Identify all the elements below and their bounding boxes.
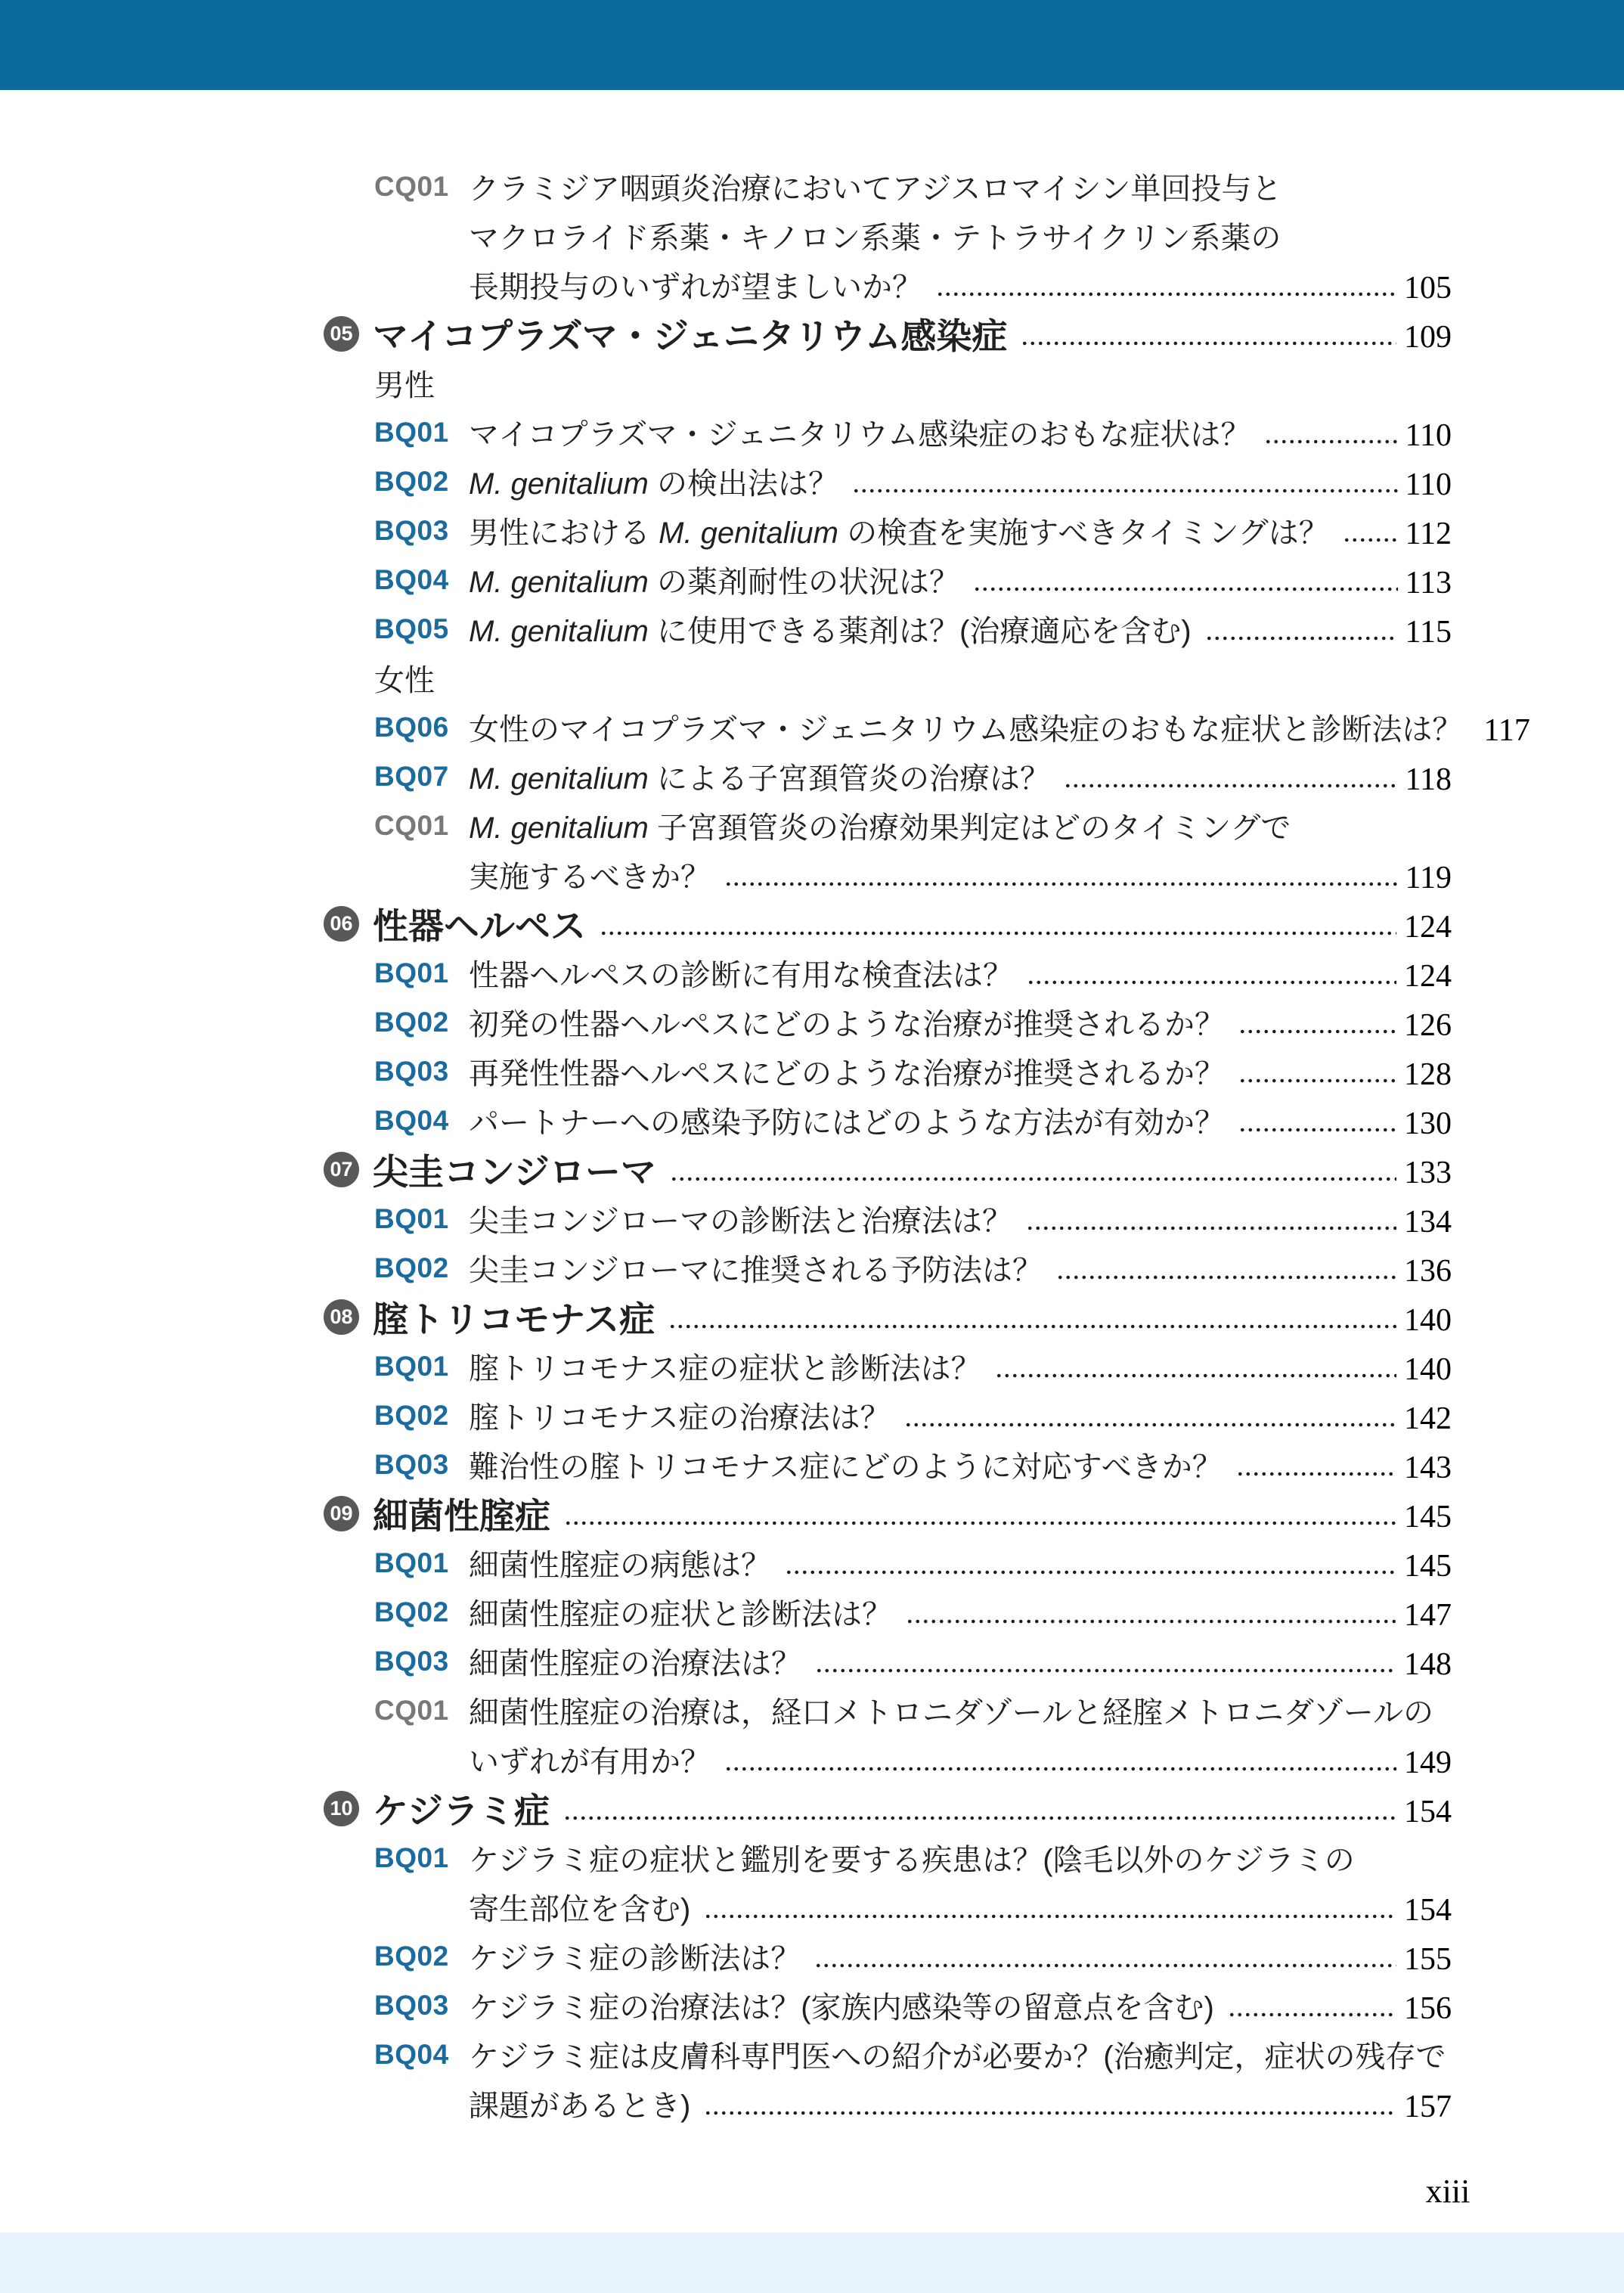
dotted-leader [724, 1764, 1396, 1773]
toc-page-number: 109 [1404, 319, 1452, 355]
dotted-leader [724, 880, 1398, 889]
question-label: BQ04 [374, 1104, 449, 1136]
question-label: BQ01 [374, 1842, 449, 1873]
dotted-leader [936, 290, 1396, 299]
toc-subheader [324, 653, 1452, 703]
toc-page-number: 112 [1405, 516, 1452, 551]
toc-subheader [324, 358, 1452, 408]
question-text: ケジラミ症の症状と鑑別を要する疾患は？(陰毛以外のケジラミの [469, 1844, 1355, 1877]
toc-question-entry[interactable] [324, 1096, 1452, 1145]
toc-question-entry[interactable] [324, 1833, 1452, 1882]
toc-page-number: 124 [1404, 958, 1452, 994]
section-number-badge: 10 [324, 1791, 359, 1826]
question-text: マクロライド系薬・キノロン系薬・テトラサイクリン系薬の [469, 222, 1282, 255]
toc-page-number: 156 [1404, 1990, 1452, 2026]
dotted-leader [1056, 1273, 1396, 1282]
toc-page-number: 113 [1405, 565, 1452, 600]
footer-bar [0, 2232, 1624, 2293]
dotted-leader [852, 486, 1398, 495]
toc-question-entry[interactable] [324, 1587, 1452, 1637]
toc-page-number: 145 [1404, 1499, 1452, 1534]
dotted-leader [1236, 1469, 1396, 1479]
toc-question-entry[interactable] [324, 752, 1452, 801]
dotted-leader [670, 1174, 1396, 1184]
dotted-leader [1238, 1125, 1396, 1134]
question-text: 細菌性腟症の治療法は？ [469, 1647, 801, 1680]
toc-page-number: 130 [1404, 1106, 1452, 1141]
toc-question-entry-continuation[interactable] [324, 260, 1452, 309]
toc-page-number: 140 [1404, 1351, 1452, 1387]
section-number-badge: 07 [324, 1152, 359, 1187]
toc-question-entry[interactable] [324, 1047, 1452, 1096]
question-text: 難治性の腟トリコモナス症にどのように対応すべきか？ [469, 1451, 1223, 1484]
question-text: M. genitalium に使用できる薬剤は？(治療適応を含む) [469, 615, 1192, 648]
question-text: 性器ヘルペスの診断に有用な検査法は？ [469, 959, 1013, 992]
question-label: BQ01 [374, 1350, 449, 1382]
toc-question-entry-continuation[interactable] [324, 850, 1452, 899]
question-text: ケジラミ症の治療法は？(家族内感染等の留意点を含む) [469, 1991, 1214, 2025]
dotted-leader [1064, 781, 1398, 790]
question-label: BQ01 [374, 1202, 449, 1234]
dotted-leader [995, 1371, 1396, 1380]
question-text: ケジラミ症の診断法は？ [469, 1942, 801, 1975]
toc-question-entry[interactable] [324, 506, 1452, 555]
section-title: 細菌性腟症 [373, 1496, 550, 1536]
question-text: クラミジア咽頭炎治療においてアジスロマイシン単回投与と [469, 172, 1282, 206]
toc-section-entry[interactable] [324, 899, 1452, 948]
question-text: M. genitalium の薬剤耐性の状況は？ [469, 566, 959, 599]
question-text: 尖圭コンジローマの診断法と治療法は？ [469, 1205, 1012, 1238]
toc-question-entry[interactable] [324, 457, 1452, 506]
toc-section-entry[interactable] [324, 1292, 1452, 1342]
table-of-contents [324, 162, 1530, 2128]
question-text: 細菌性腟症の病態は？ [469, 1549, 771, 1582]
toc-page-number: 143 [1404, 1450, 1452, 1485]
question-label: BQ03 [374, 1448, 449, 1480]
dotted-leader [704, 2108, 1396, 2118]
question-label: BQ01 [374, 957, 449, 988]
dotted-leader [600, 929, 1396, 938]
question-text: 実施するべきか？ [469, 861, 711, 894]
toc-page-number: 145 [1404, 1548, 1452, 1584]
section-title: 尖圭コンジローマ [373, 1152, 656, 1192]
question-label: BQ05 [374, 613, 449, 644]
question-label: BQ03 [374, 1645, 449, 1677]
toc-question-entry[interactable] [324, 1686, 1452, 1735]
dotted-leader [1228, 2010, 1396, 2019]
question-text: 男性における M. genitalium の検査を実施すべきタイミングは？ [469, 517, 1329, 550]
dotted-leader [814, 1961, 1396, 1970]
toc-question-entry[interactable] [324, 2030, 1452, 2079]
toc-page-number: 136 [1404, 1253, 1452, 1289]
toc-question-entry-continuation[interactable] [324, 211, 1452, 260]
toc-section-entry[interactable] [324, 309, 1452, 358]
toc-section-entry[interactable] [324, 1489, 1452, 1538]
toc-question-entry[interactable] [324, 998, 1452, 1047]
question-label: BQ04 [374, 2038, 449, 2070]
subheader-label: 女性 [374, 664, 435, 697]
toc-page-number: 140 [1404, 1302, 1452, 1338]
toc-page-number: 133 [1404, 1155, 1452, 1190]
question-text: 細菌性腟症の症状と診断法は？ [469, 1598, 892, 1631]
toc-page-number: 134 [1404, 1204, 1452, 1240]
toc-page-number: 118 [1405, 762, 1452, 797]
dotted-leader [906, 1617, 1396, 1626]
toc-page-number: 119 [1405, 860, 1452, 895]
question-text: 細菌性腟症の治療は，経口メトロニダゾールと経腟メトロニダゾールの [469, 1696, 1433, 1730]
dotted-leader [785, 1568, 1396, 1577]
toc-question-entry[interactable] [324, 1538, 1452, 1587]
toc-question-entry[interactable] [324, 1243, 1452, 1292]
dotted-leader [973, 585, 1398, 594]
toc-page-number: 148 [1404, 1646, 1452, 1682]
dotted-leader [668, 1322, 1396, 1331]
toc-page-number: 128 [1404, 1057, 1452, 1092]
question-text: 尖圭コンジローマに推奨される予防法は？ [469, 1254, 1043, 1287]
toc-page-number: 115 [1405, 614, 1452, 650]
toc-question-entry-continuation[interactable] [324, 1882, 1452, 1932]
question-text: 腟トリコモナス症の治療法は？ [469, 1401, 891, 1435]
toc-question-entry-continuation[interactable] [324, 1735, 1452, 1784]
toc-page-number: 154 [1404, 1892, 1452, 1928]
question-text: マイコプラズマ・ジェニタリウム感染症のおもな症状は？ [469, 418, 1251, 451]
question-label: BQ06 [374, 711, 449, 743]
toc-question-entry[interactable] [324, 555, 1452, 604]
toc-page-number: 149 [1404, 1745, 1452, 1780]
dotted-leader [1205, 634, 1398, 643]
toc-question-entry[interactable] [324, 948, 1452, 998]
section-number-badge: 09 [324, 1496, 359, 1531]
toc-question-entry[interactable] [324, 1342, 1452, 1391]
dotted-leader [815, 1666, 1396, 1675]
dotted-leader [1264, 437, 1397, 446]
dotted-leader [704, 1912, 1396, 1921]
section-number-badge: 06 [324, 906, 359, 942]
dotted-leader [1238, 1027, 1396, 1036]
toc-question-entry[interactable] [324, 408, 1452, 457]
toc-section-entry[interactable] [324, 1145, 1452, 1194]
dotted-leader [904, 1420, 1396, 1429]
question-label: BQ01 [374, 416, 449, 448]
toc-page-number: 155 [1404, 1941, 1452, 1977]
question-label: BQ04 [374, 563, 449, 595]
question-text: ケジラミ症は皮膚科専門医への紹介が必要か？(治癒判定，症状の残存で [469, 2040, 1446, 2074]
question-text: 女性のマイコプラズマ・ジェニタリウム感染症のおもな症状と診断法は？ [469, 713, 1463, 746]
question-label: BQ03 [374, 1989, 449, 2021]
toc-question-entry[interactable] [324, 162, 1452, 211]
toc-page-number: 110 [1405, 417, 1452, 453]
section-number-badge: 05 [324, 316, 359, 352]
dotted-leader [1343, 535, 1398, 545]
toc-section-entry[interactable] [324, 1784, 1452, 1833]
toc-page-number: 105 [1404, 270, 1452, 306]
question-text: 腟トリコモナス症の症状と診断法は？ [469, 1352, 981, 1385]
dotted-leader [1026, 1224, 1396, 1233]
toc-page-number: 117 [1483, 712, 1530, 748]
question-label: BQ07 [374, 760, 449, 792]
question-label: BQ02 [374, 1399, 449, 1431]
question-label: BQ02 [374, 1596, 449, 1627]
toc-page-number: 147 [1404, 1597, 1452, 1633]
dotted-leader [1021, 339, 1396, 348]
toc-question-entry[interactable] [324, 703, 1530, 752]
question-text: M. genitalium 子宮頚管炎の治療効果判定はどのタイミングで [469, 811, 1291, 845]
question-label: BQ03 [374, 1055, 449, 1087]
question-label: BQ02 [374, 1006, 449, 1038]
question-label: CQ01 [374, 1694, 449, 1726]
question-label: BQ03 [374, 514, 449, 546]
section-title: ケジラミ症 [373, 1791, 550, 1831]
question-text: 寄生部位を含む) [469, 1893, 691, 1926]
toc-question-entry[interactable] [324, 1440, 1452, 1489]
question-text: 再発性性器ヘルペスにどのような治療が推奨されるか？ [469, 1057, 1225, 1091]
question-text: いずれが有用か？ [469, 1745, 711, 1779]
toc-page-number: 142 [1404, 1401, 1452, 1436]
toc-question-entry-continuation[interactable] [324, 2079, 1452, 2128]
toc-question-entry[interactable] [324, 1637, 1452, 1686]
toc-question-entry[interactable] [324, 1981, 1452, 2030]
dotted-leader [563, 1814, 1396, 1823]
toc-question-entry[interactable] [324, 1194, 1452, 1243]
question-text: 初発の性器ヘルペスにどのような治療が推奨されるか？ [469, 1008, 1225, 1041]
toc-page-number: 157 [1404, 2089, 1452, 2124]
header-bar [0, 0, 1624, 90]
section-title: マイコプラズマ・ジェニタリウム感染症 [373, 316, 1008, 356]
toc-question-entry[interactable] [324, 604, 1452, 653]
section-title: 性器ヘルペス [373, 906, 586, 946]
folio-page-number: xiii [1425, 2173, 1471, 2210]
toc-page-number: 124 [1404, 909, 1452, 945]
section-title: 腟トリコモナス症 [373, 1299, 655, 1339]
toc-question-entry[interactable] [324, 1391, 1452, 1440]
question-label: BQ02 [374, 1940, 449, 1972]
dotted-leader [564, 1519, 1396, 1528]
dotted-leader [1238, 1076, 1396, 1085]
toc-page-number: 110 [1405, 467, 1452, 502]
toc-question-entry[interactable] [324, 1932, 1452, 1981]
subheader-label: 男性 [374, 369, 435, 402]
question-label: CQ01 [374, 170, 449, 202]
question-label: BQ02 [374, 465, 449, 497]
section-number-badge: 08 [324, 1299, 359, 1335]
toc-question-entry[interactable] [324, 801, 1452, 850]
question-text: 課題があるとき) [469, 2090, 691, 2123]
question-text: M. genitalium の検出法は？ [469, 467, 838, 501]
dotted-leader [1027, 978, 1396, 987]
question-text: パートナーへの感染予防にはどのような方法が有効か？ [469, 1106, 1225, 1140]
question-label: CQ01 [374, 809, 449, 841]
question-label: BQ01 [374, 1547, 449, 1578]
toc-page-number: 154 [1404, 1794, 1452, 1829]
question-text: M. genitalium による子宮頚管炎の治療は？ [469, 762, 1050, 796]
toc-page-number: 126 [1404, 1007, 1452, 1043]
question-label: BQ02 [374, 1252, 449, 1283]
question-text: 長期投与のいずれが望ましいか？ [469, 271, 922, 304]
